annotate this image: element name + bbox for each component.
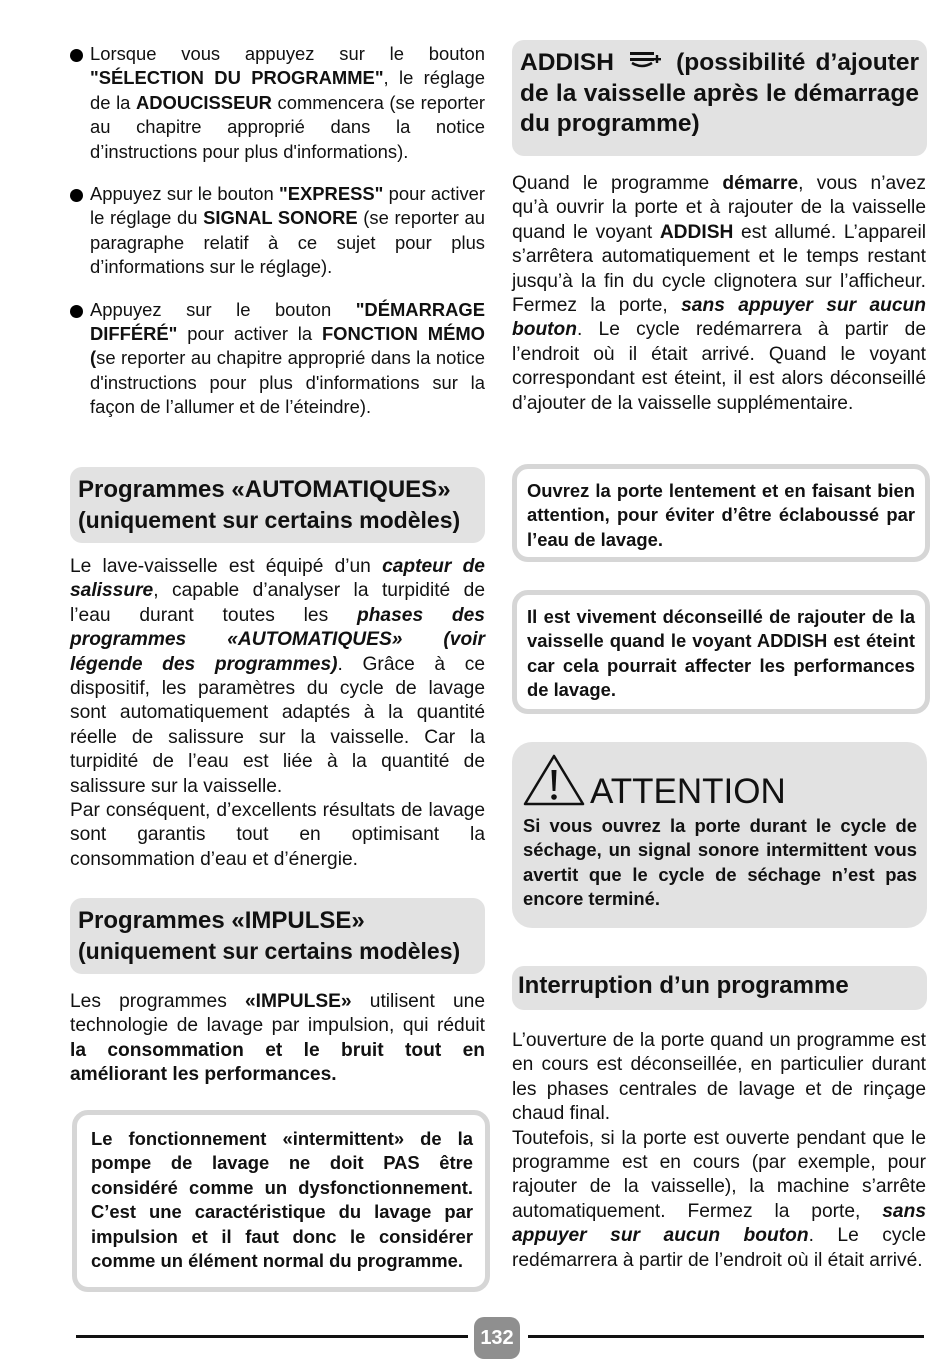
- section-title: Interruption d’un programme: [518, 972, 849, 999]
- page-number: 132: [474, 1317, 520, 1359]
- attention-box: [512, 742, 927, 928]
- impulse-body: [70, 990, 485, 1088]
- section-header-interruption: [512, 966, 927, 1010]
- bullet-dot-icon: [70, 189, 83, 202]
- bullet-item: Appuyez sur le bouton "EXPRESS" pour activer le réglage du SIGNAL SONORE (se reporter au paragraphe relatif à ce sujet pour plus d’informations sur le réglage).: [70, 182, 485, 280]
- interruption-text-2: Toutefois, si la porte est ouverte pendant que le programme est en cours (par exemple, pour rajouter de la vaisselle), la machine s’arrête automatiquement. Fermez la porte, sans appuyer sur aucun bouton. Le cycle redémarrera à partir de l’endroit où il était arrivé.: [512, 1127, 926, 1271]
- note-box-1: [512, 464, 930, 562]
- addish-title: ADDISH (possibilité d’ajouter de la vaisselle après le démarrage du programme): [520, 49, 919, 137]
- section-title: Programmes «AUTOMATIQUES»: [78, 476, 451, 503]
- interruption-text-1: L’ouverture de la porte quand un programme est en cours est déconseillée, en particulier durant les phases centrales de lavage et de rinçage chaud final.: [512, 1030, 926, 1125]
- addish-icon: [628, 49, 662, 79]
- section-subtitle: (uniquement sur certains modèles): [78, 938, 461, 964]
- impulse-note-text: Le fonctionnement «intermittent» de la pompe de lavage ne doit PAS être considéré comme un dysfonctionnement. C’est une caractéristique du lavage par impulsion et il faut donc le considérer comme un élément normal du programme.: [91, 1128, 473, 1272]
- automatiques-body: [70, 555, 485, 872]
- bullet-dot-icon: [70, 305, 83, 318]
- note-box-2: [512, 590, 930, 714]
- section-title: Programmes «IMPULSE»: [78, 907, 365, 934]
- note-text-1: Ouvrez la porte lentement et en faisant bien attention, pour éviter d’être éclaboussé par l’eau de lavage.: [527, 480, 915, 550]
- interruption-body: [512, 1029, 926, 1273]
- attention-title: ATTENTION: [590, 772, 786, 811]
- section-header-addish: [512, 40, 927, 156]
- addish-text: Quand le programme démarre, vous n’avez qu’à ouvrir la porte et à rajouter de la vaisselle quand le voyant ADDISH est allumé. L’appareil s’arrêtera automatiquement et le temps restant jusqu’à la fin du cycle clignotera sur l’afficheur. Fermez la porte, sans appuyer sur aucun bouton. Le cycle redémarrera à partir de l’endroit où il était arrivé. Quand le voyant correspondant est éteint, il est alors déconseillé d’ajouter de la vaisselle supplémentaire.: [512, 173, 926, 414]
- section-header-impulse: [70, 898, 485, 974]
- warning-triangle-icon: [522, 752, 586, 813]
- impulse-text: Les programmes «IMPULSE» utilisent une technologie de lavage par impulsion, qui réduit la consommation et le bruit tout en améliorant les performances.: [70, 991, 486, 1086]
- bullet-dot-icon: [70, 49, 83, 62]
- bullet-item: Appuyez sur le bouton "DÉMARRAGE DIFFÉRÉ" pour activer la FONCTION MÉMO (se reporter au chapitre approprié dans la notice d'instructions pour plus d'informations sur la façon de l’allumer et de l’éteindre).: [70, 298, 485, 420]
- impulse-note-box: [72, 1110, 490, 1292]
- footer-rule-left: [76, 1335, 468, 1338]
- automatiques-text: Le lave-vaisselle est équipé d’un capteur de salissure, capable d’analyser la turpidité de l’eau durant toutes les phases des programmes «AUTOMATIQUES» (voir légende des programmes). Grâce à ce dispositif, les paramètres du cycle de lavage sont automatiquement adaptés à la quantité réelle de salissure sur la vaisselle. Car la turpidité de l’eau est liée à la quantité de salissure sur la vaisselle.: [70, 556, 486, 797]
- attention-text: Si vous ouvrez la porte durant le cycle de séchage, un signal sonore intermittent vous avertit que le cycle de séchage n’est pas encore terminé.: [523, 815, 917, 910]
- section-subtitle: (uniquement sur certains modèles): [78, 507, 461, 533]
- addish-body: [512, 172, 926, 416]
- bullet-list: [70, 42, 485, 420]
- bullet-item: Lorsque vous appuyez sur le bouton "SÉLECTION DU PROGRAMME", le réglage de la ADOUCISSEUR commencera (se reporter au chapitre approprié dans la notice d’instructions pour plus d'informations).: [70, 42, 485, 164]
- automatiques-text-2: Par conséquent, d’excellents résultats de lavage sont garantis tout en optimisant la consommation d’eau et d’énergie.: [70, 800, 485, 870]
- footer-rule-right: [528, 1335, 924, 1338]
- section-header-automatiques: [70, 467, 485, 543]
- note-text-2: Il est vivement déconseillé de rajouter de la vaisselle quand le voyant ADDISH est éteint car cela pourrait affecter les performances de lavage.: [527, 606, 915, 701]
